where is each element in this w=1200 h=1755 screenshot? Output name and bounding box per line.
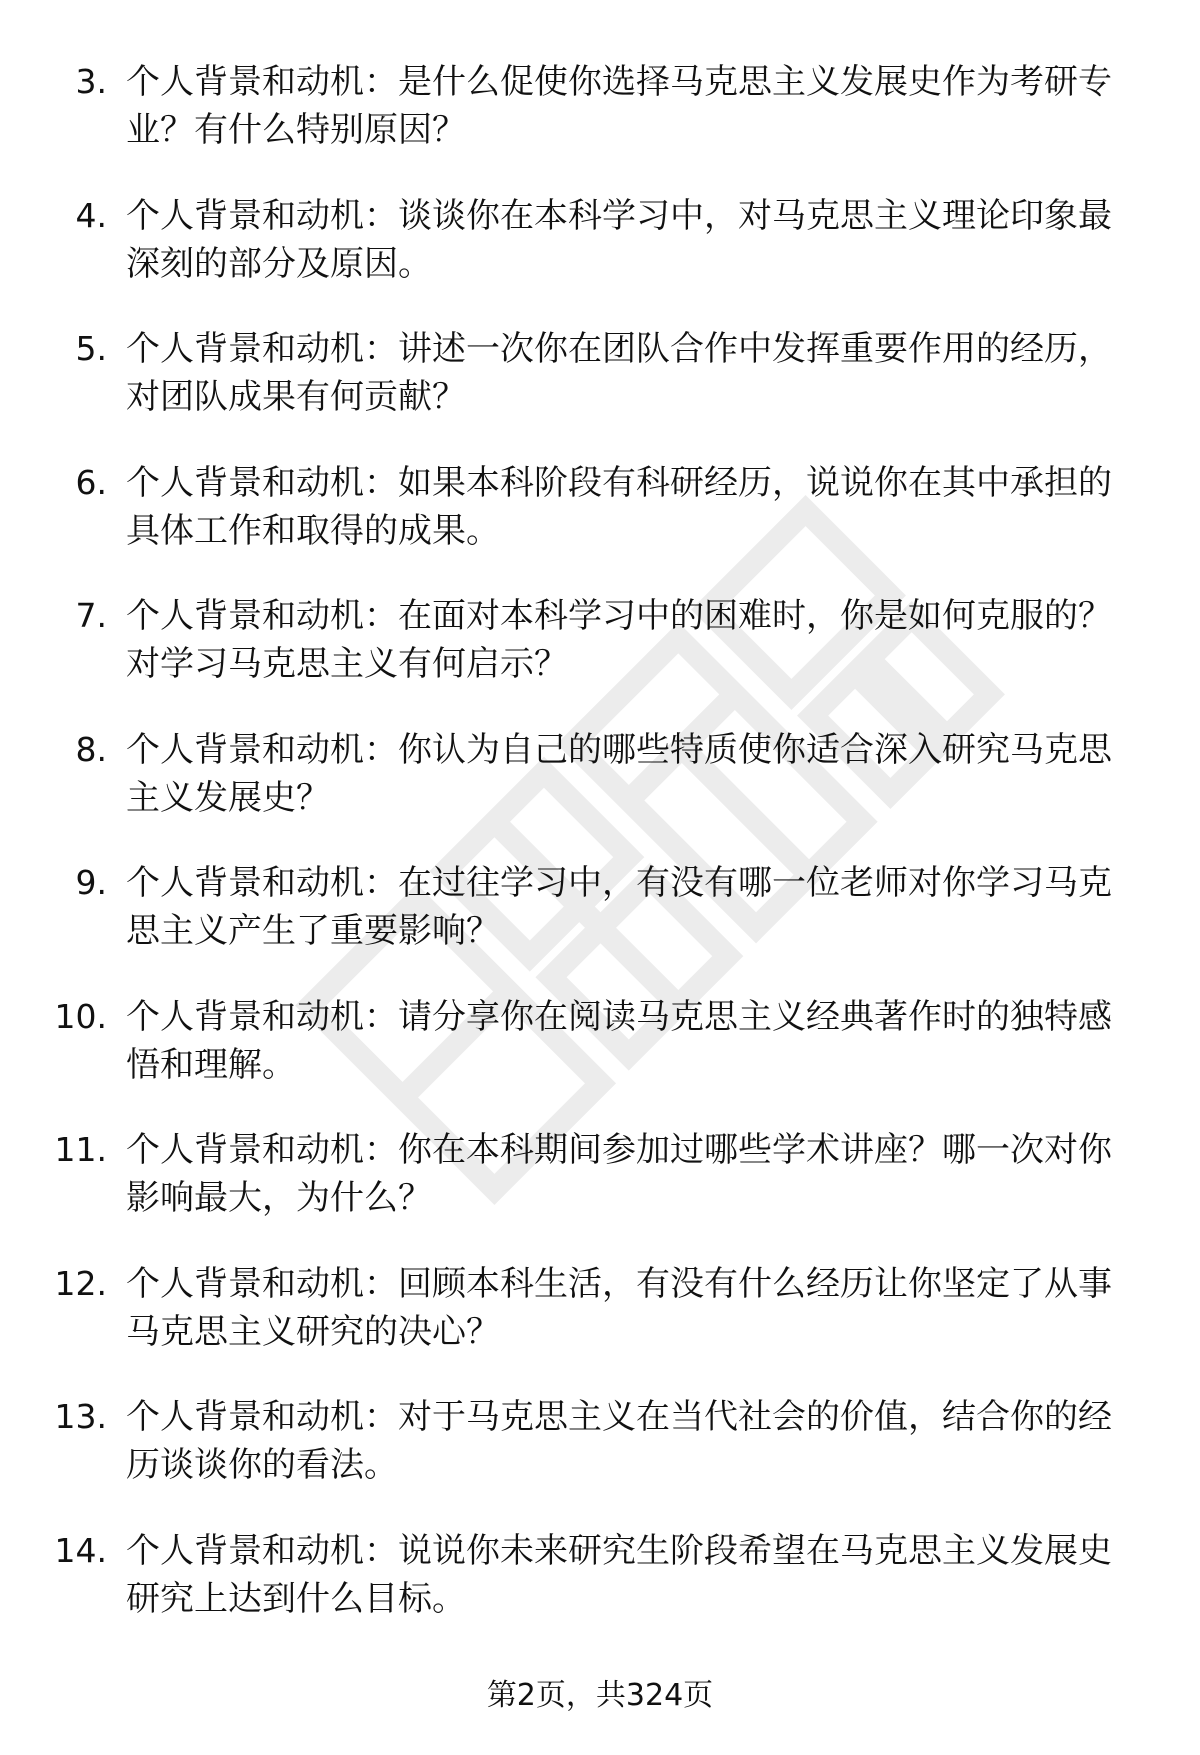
list-item (0, 325, 1200, 459)
question-text: 个人背景和动机：说说你未来研究生阶段希望在马克思主义发展史研究上达到什么目标。 (126, 1530, 1112, 1619)
question-text: 个人背景和动机：谈谈你在本科学习中，对马克思主义理论印象最深刻的部分及原因。 (126, 195, 1112, 284)
question-text: 个人背景和动机：是什么促使你选择马克思主义发展史作为考研专业？有什么特别原因？ (126, 62, 1112, 150)
question-text: 个人背景和动机：回顾本科生活，有没有什么经历让你坚定了从事马克思主义研究的决心？ (126, 1263, 1112, 1352)
question-number: 13. (54, 1397, 107, 1436)
question-number: 4. (75, 195, 107, 235)
list-item (0, 459, 1200, 593)
question-text: 个人背景和动机：如果本科阶段有科研经历，说说你在其中承担的具体工作和取得的成果。 (126, 462, 1112, 551)
question-list (0, 58, 1200, 1660)
question-number: 6. (75, 462, 107, 502)
page-number-footer: 第2页，共324页 (486, 1678, 714, 1713)
question-text: 个人背景和动机：对于马克思主义在当代社会的价值，结合你的经历谈谈你的看法。 (126, 1397, 1112, 1485)
list-item (0, 859, 1200, 993)
question-number: 3. (75, 62, 107, 101)
list-item (0, 192, 1200, 326)
question-number: 9. (75, 863, 107, 902)
question-number: 11. (54, 1130, 107, 1169)
question-text: 个人背景和动机：你认为自己的哪些特质使你适合深入研究马克思主义发展史？ (126, 729, 1112, 818)
list-item (0, 726, 1200, 860)
list-item (0, 1260, 1200, 1394)
question-text: 个人背景和动机：请分享你在阅读马克思主义经典著作时的独特感悟和理解。 (126, 996, 1112, 1085)
question-number: 10. (54, 996, 107, 1036)
question-number: 5. (75, 329, 107, 368)
question-number: 12. (54, 1263, 107, 1303)
list-item (0, 993, 1200, 1127)
question-text: 个人背景和动机：在过往学习中，有没有哪一位老师对你学习马克思主义产生了重要影响？ (126, 863, 1112, 951)
list-item (0, 592, 1200, 726)
question-text: 个人背景和动机：在面对本科学习中的困难时，你是如何克服的？对学习马克思主义有何启示？ (126, 596, 1112, 684)
question-text: 个人背景和动机：讲述一次你在团队合作中发挥重要作用的经历，对团队成果有何贡献？ (126, 329, 1112, 417)
question-text: 个人背景和动机：你在本科期间参加过哪些学术讲座？哪一次对你影响最大，为什么？ (126, 1130, 1112, 1218)
question-number: 8. (75, 729, 107, 769)
list-item (0, 1527, 1200, 1661)
question-number: 14. (54, 1530, 107, 1570)
list-item (0, 58, 1200, 192)
question-number: 7. (75, 596, 107, 635)
list-item (0, 1126, 1200, 1260)
list-item (0, 1393, 1200, 1527)
